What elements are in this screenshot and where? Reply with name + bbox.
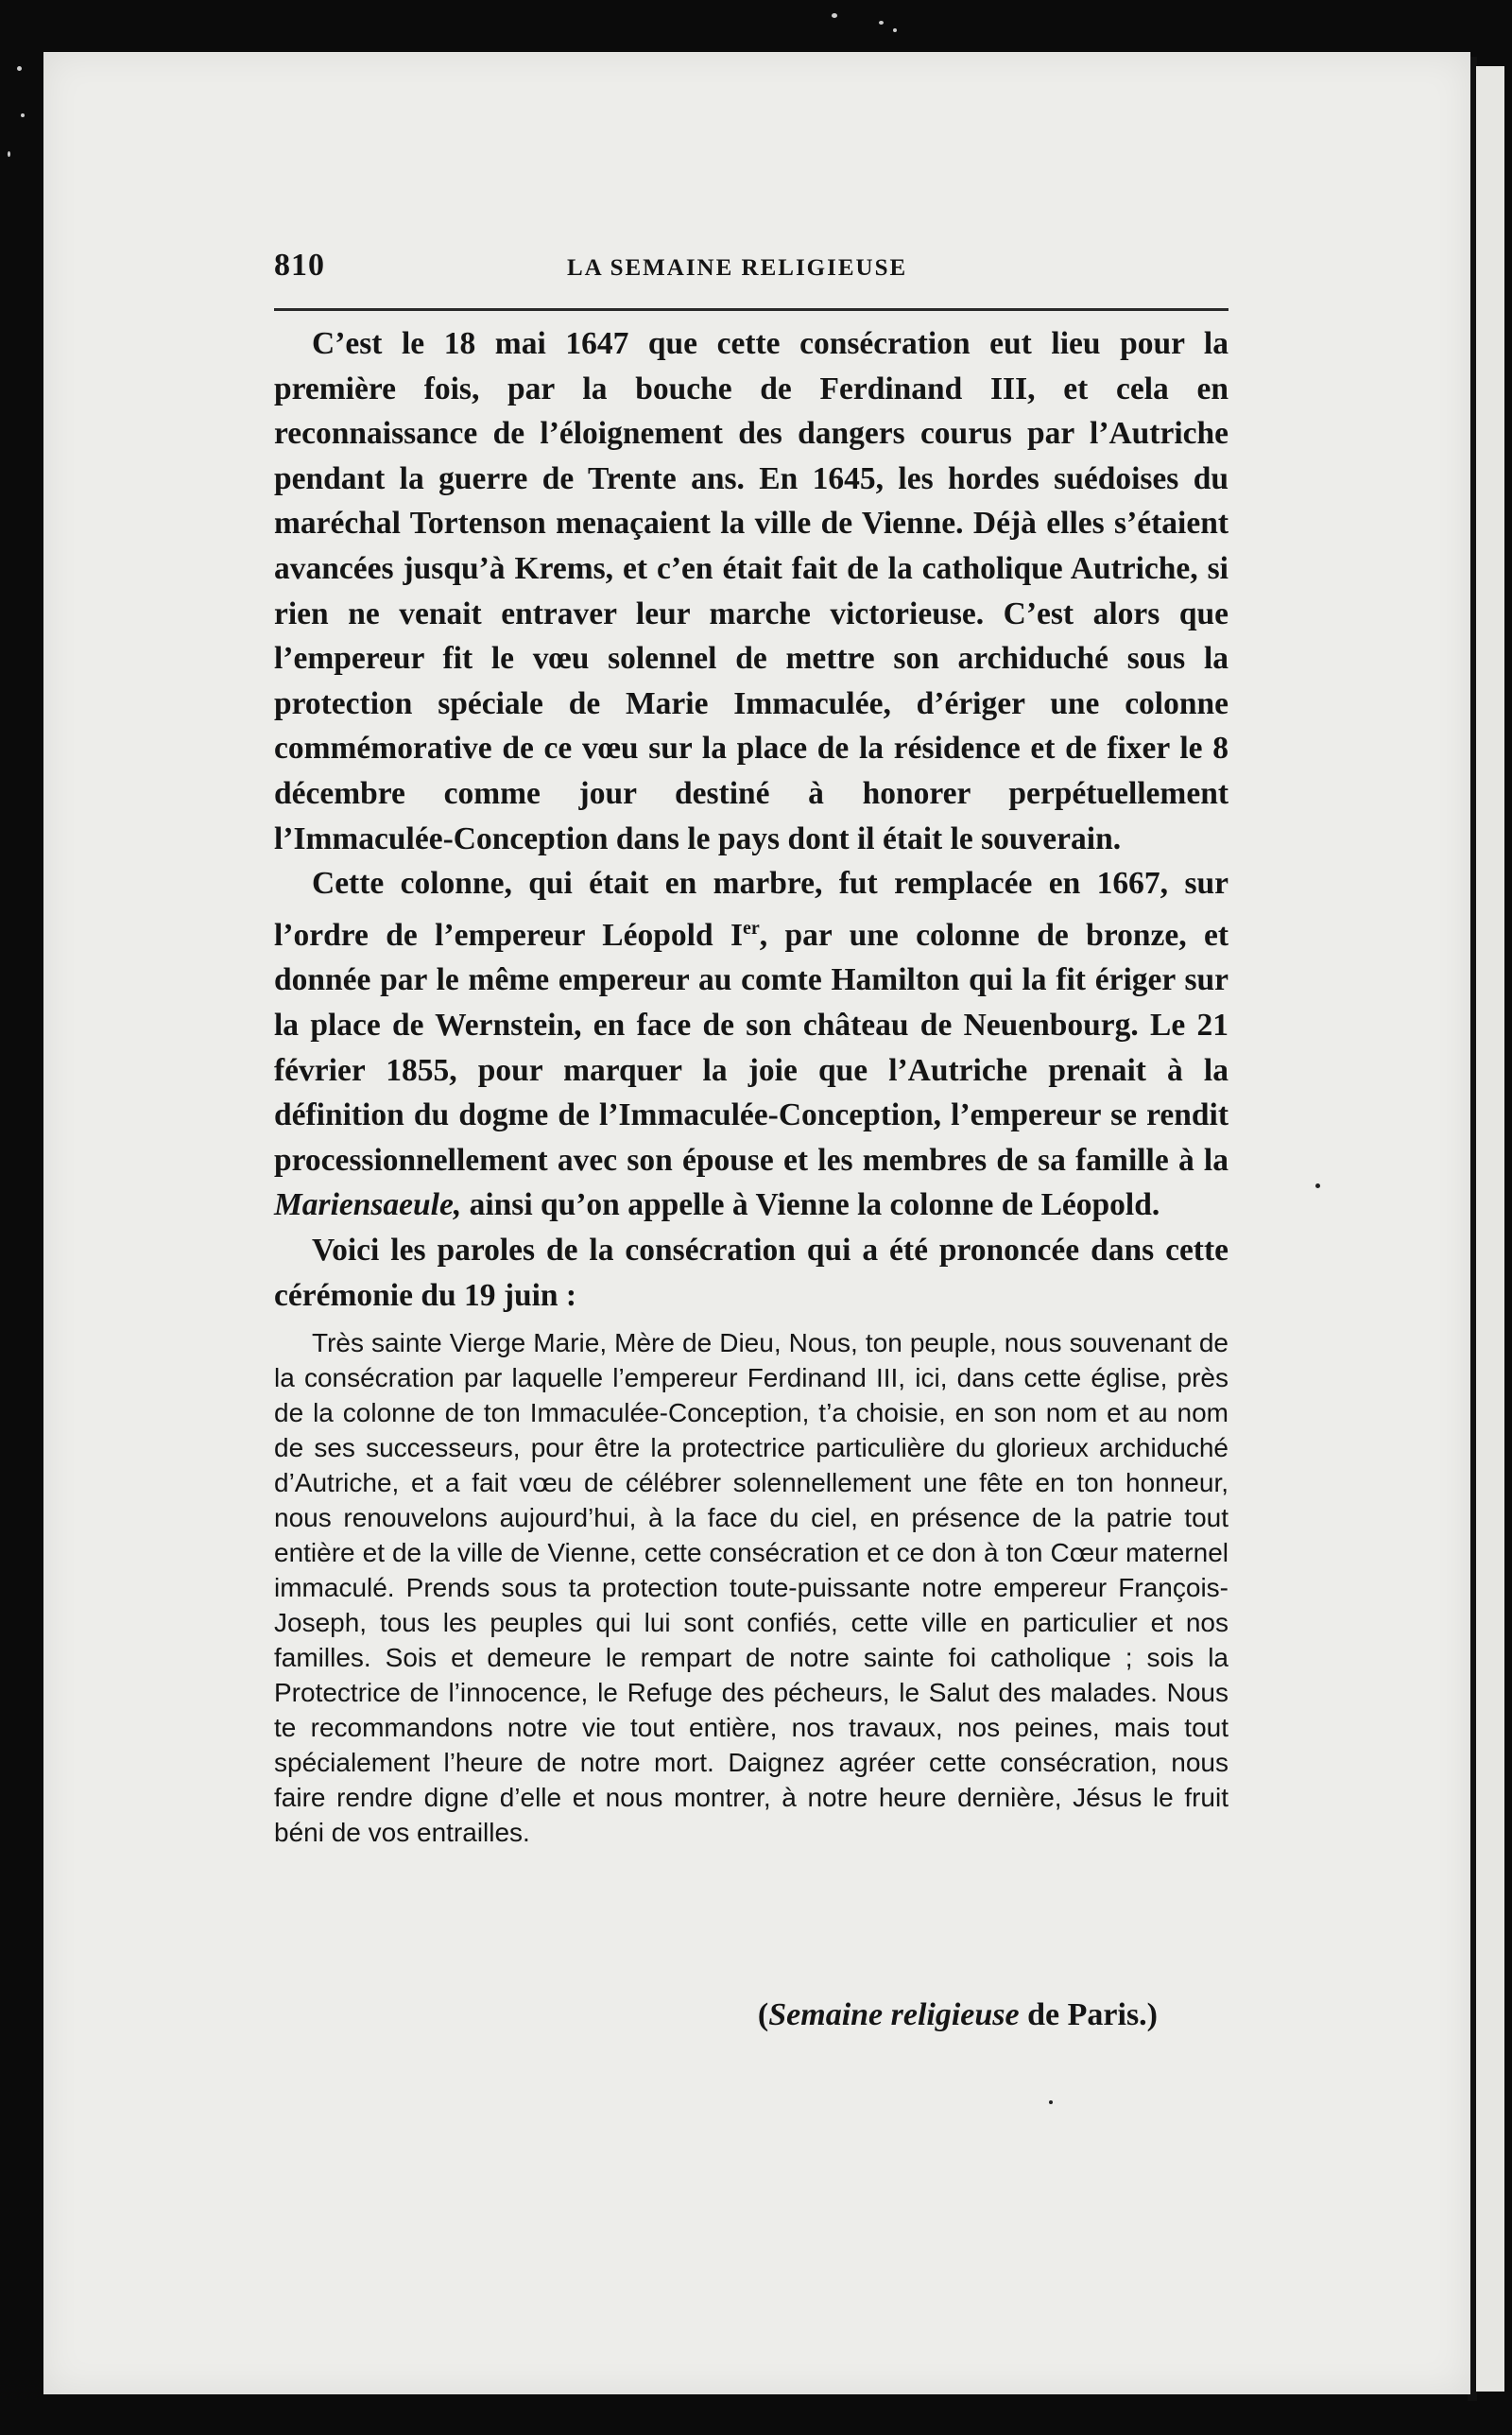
superscript-er: er — [743, 917, 760, 939]
ink-speck — [1049, 2100, 1053, 2104]
page-header — [274, 248, 1228, 291]
paragraph-2-text-b: , par une colonne de bronze, et donnée par le même empereur au comte Hamilton qui la fit ériger sur la place de Wernstein, en face de son château de Neuenbourg. Le 21 février 1855, pour marquer la joie que l’Autriche prenait à la définition du dogme de l’Immaculée-Conception, l’empereur se rendit processionnellement avec son épouse et les membres de sa famille à la — [274, 917, 1228, 1178]
dust-speck — [21, 113, 25, 117]
ink-speck — [1315, 1183, 1320, 1188]
paragraph-2-text-a: Cette colonne, qui était en marbre, fut remplacée en 1667, sur l’ordre de l’empereur Léopold I — [274, 866, 1228, 953]
source-rest: de Paris.) — [1019, 1997, 1158, 2032]
running-title: LA SEMAINE RELIGIEUSE — [567, 255, 908, 281]
paragraph-3: Voici les paroles de la consécration qui a été prononcée dans cette cérémonie du 19 juin : — [274, 1233, 1228, 1313]
dust-speck — [879, 21, 884, 25]
page-number: 810 — [274, 248, 325, 283]
paragraph-1: C’est le 18 mai 1647 que cette consécration eut lieu pour la première fois, par la bouche de Ferdinand III, et cela en reconnaissance de l’éloignement des dangers courus par l’Autriche pendant la guerre de Trente ans. En 1645, les hordes suédoises du maréchal Tortenson menaçaient la ville de Vienne. Déjà elles s’étaient avancées jusqu’à Krems, et c’en était fait de la catholique Autriche, si rien ne venait entraver leur marche victorieuse. C’est alors que l’empereur fit le vœu solennel de mettre son archiduché sous la protection spéciale de Marie Immaculée, d’ériger une colonne commémorative de ce vœu sur la place de la résidence et de fixer le 8 décembre comme jour destiné à honorer perpétuellement l’Immaculée-Conception dans le pays dont il était le souverain. — [274, 326, 1228, 856]
article-body — [274, 321, 1228, 1850]
dust-speck — [8, 151, 10, 157]
dust-speck — [832, 13, 837, 18]
facing-page-edge — [1476, 66, 1504, 2392]
paragraph-2-text-c: ainsi qu’on appelle à Vienne la colonne de Léopold. — [461, 1187, 1160, 1223]
paragraph-2 — [274, 861, 1228, 1228]
header-rule — [274, 308, 1228, 311]
source-open-paren: ( — [757, 1997, 769, 2032]
dust-speck — [893, 28, 897, 32]
dust-speck — [17, 66, 22, 71]
source-title: Semaine religieuse — [768, 1997, 1020, 2032]
consecration-prayer: Très sainte Vierge Marie, Mère de Dieu, Nous, ton peuple, nous souvenant de la consécration par laquelle l’empereur Ferdinand III, ici, dans cette église, près de la colonne de ton Immaculée-Conception, t’a choisie, en son nom et au nom de ses successeurs, pour être la protectrice particulière du glorieux archiduché d’Autriche, et a fait vœu de célébrer solennellement une fête en ton honneur, nous renouvelons aujourd’hui, à la face du ciel, en présence de la patrie tout entière et de la ville de Vienne, cette consécration et ce don à ton Cœur maternel immaculé. Prends sous ta protection toute-puissante notre empereur François-Joseph, tous les peuples qui lui sont confiés, cette ville en particulier et nos familles. Sois et demeure le rempart de notre sainte foi catholique ; sois la Protectrice de l’innocence, le Refuge des pécheurs, le Salut des malades. Nous te recommandons notre vie tout entière, nos travaux, nos peines, mais tout spécialement l’heure de notre mort. Daignez agréer cette consécration, nous faire rendre digne d’elle et nous montrer, à notre heure dernière, Jésus le fruit béni de vos entrailles. — [274, 1328, 1228, 1848]
mariensaeule-italic: Mariensaeule, — [274, 1187, 462, 1223]
source-attribution — [274, 1997, 1158, 2033]
